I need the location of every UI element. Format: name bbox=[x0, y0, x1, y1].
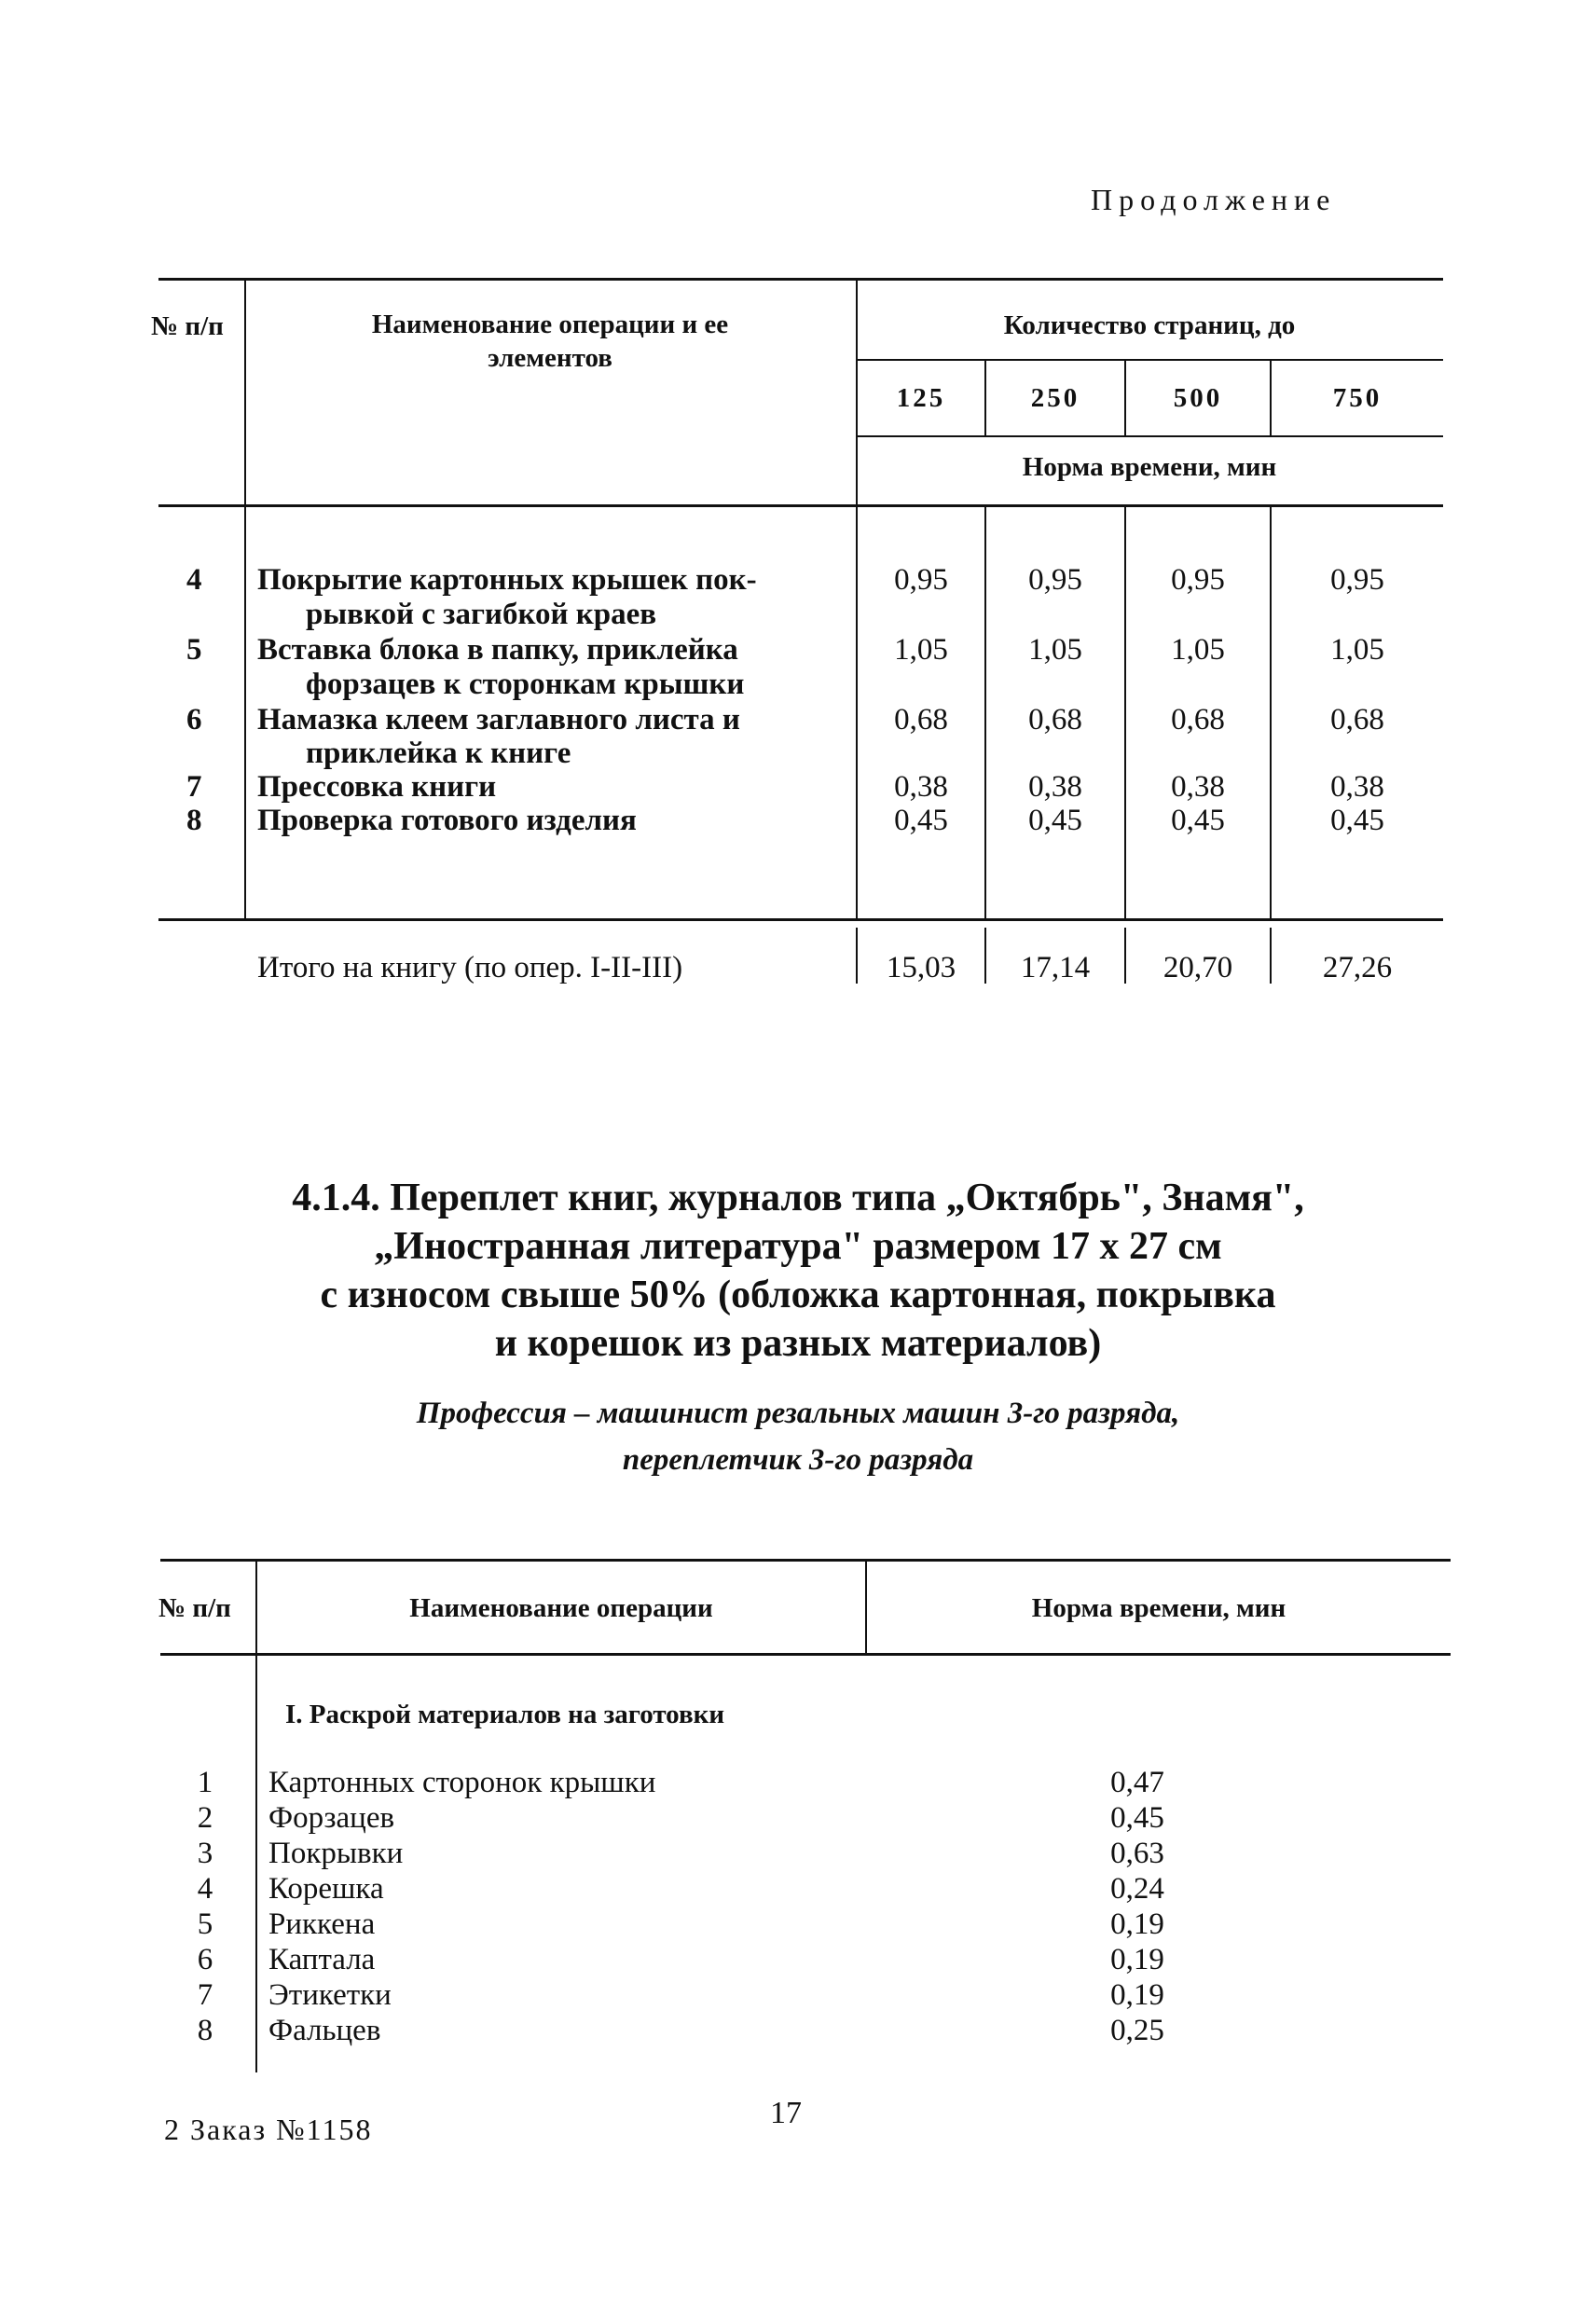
title-line-1: 4.1.4. Переплет книг, журналов типа „Октябрь", Знамя", bbox=[292, 1177, 1304, 1219]
row-num: 7 bbox=[186, 770, 202, 804]
row-value-125: 0,68 bbox=[894, 703, 948, 737]
row-num: 5 bbox=[197, 1907, 213, 1941]
row-name: Картонных сторонок крышки bbox=[268, 1766, 656, 1799]
row-value-250: 0,45 bbox=[1028, 804, 1082, 837]
row-value-125: 0,95 bbox=[894, 563, 948, 597]
row-value-500: 0,68 bbox=[1171, 703, 1225, 737]
row-value: 0,63 bbox=[1110, 1837, 1164, 1870]
row-num: 6 bbox=[197, 1943, 213, 1976]
row-name: Покрывки bbox=[268, 1837, 404, 1870]
row-value-750: 0,68 bbox=[1330, 703, 1384, 737]
t1-header-pages: Количество страниц, до bbox=[1003, 310, 1296, 340]
title-line-3: с износом свыше 50% (обложка картонная, покрывка bbox=[320, 1274, 1276, 1316]
total-label: Итого на книгу (по опер. I-II-III) bbox=[257, 951, 683, 984]
row-value: 0,25 bbox=[1110, 2014, 1164, 2047]
total-value-500: 20,70 bbox=[1163, 951, 1233, 984]
row-value: 0,19 bbox=[1110, 1978, 1164, 2012]
t1-header-num: № п/п bbox=[151, 311, 224, 341]
total-value-125: 15,03 bbox=[886, 951, 956, 984]
profession-line-2: переплетчик 3-го разряда bbox=[622, 1443, 974, 1477]
row-value-250: 1,05 bbox=[1028, 633, 1082, 667]
row-name: Риккена bbox=[268, 1907, 376, 1941]
row-num: 1 bbox=[197, 1766, 213, 1799]
row-value-500: 0,38 bbox=[1171, 770, 1225, 804]
row-num: 4 bbox=[197, 1872, 213, 1906]
row-name: Корешка bbox=[268, 1872, 384, 1906]
row-num: 7 bbox=[197, 1978, 213, 2012]
t2-header-num: № п/п bbox=[158, 1593, 231, 1623]
t1-header-name: Наименование операции и ее элементов bbox=[371, 310, 729, 373]
row-value-500: 1,05 bbox=[1171, 633, 1225, 667]
row-num: 5 bbox=[186, 633, 202, 667]
row-name-line2: рывкой с загибкой краев bbox=[306, 598, 657, 631]
row-value: 0,47 bbox=[1110, 1766, 1164, 1799]
t2-group-heading: I. Раскрой материалов на заготовки bbox=[285, 1700, 725, 1729]
row-value: 0,24 bbox=[1110, 1872, 1164, 1906]
t1-header-norm: Норма времени, мин bbox=[1022, 452, 1277, 482]
t1-header-col-250: 250 bbox=[1030, 383, 1080, 413]
profession-line-1: Профессия – машинист резальных машин 3-го разряда, bbox=[416, 1397, 1180, 1430]
row-num: 4 bbox=[186, 563, 202, 597]
total-value-250: 17,14 bbox=[1020, 951, 1091, 984]
row-value-750: 1,05 bbox=[1330, 633, 1384, 667]
row-name-line1: Намазка клеем заглавного листа и bbox=[257, 703, 740, 737]
row-num: 8 bbox=[186, 804, 202, 837]
row-value-125: 0,45 bbox=[894, 804, 948, 837]
row-num: 8 bbox=[197, 2014, 213, 2047]
row-name-line1: Вставка блока в папку, приклейка bbox=[257, 633, 738, 667]
row-value-250: 0,38 bbox=[1028, 770, 1082, 804]
row-num: 3 bbox=[197, 1837, 213, 1870]
row-name: Фальцев bbox=[268, 2014, 381, 2047]
row-value-750: 0,38 bbox=[1330, 770, 1384, 804]
row-name-line1: Прессовка книги bbox=[257, 770, 497, 804]
row-value-750: 0,45 bbox=[1330, 804, 1384, 837]
row-name-line2: приклейка к книге bbox=[306, 737, 571, 770]
row-value-500: 0,45 bbox=[1171, 804, 1225, 837]
row-num: 6 bbox=[186, 703, 202, 737]
row-value: 0,19 bbox=[1110, 1907, 1164, 1941]
row-name-line1: Проверка готового изделия bbox=[257, 804, 637, 837]
row-value: 0,19 bbox=[1110, 1943, 1164, 1976]
total-value-750: 27,26 bbox=[1322, 951, 1393, 984]
t1-header-col-500: 500 bbox=[1173, 383, 1223, 413]
row-name: Каптала bbox=[268, 1943, 376, 1976]
page-number: 17 bbox=[770, 2096, 802, 2130]
row-value: 0,45 bbox=[1110, 1801, 1164, 1835]
row-value-125: 1,05 bbox=[894, 633, 948, 667]
row-name-line1: Покрытие картонных крышек пок- bbox=[257, 563, 757, 597]
row-value-750: 0,95 bbox=[1330, 563, 1384, 597]
row-name-line2: форзацев к сторонкам крышки bbox=[306, 668, 745, 701]
order-number: 2 Заказ №1158 bbox=[164, 2113, 373, 2146]
row-name: Этикетки bbox=[268, 1978, 392, 2012]
row-num: 2 bbox=[197, 1801, 213, 1835]
row-value-500: 0,95 bbox=[1171, 563, 1225, 597]
t2-header-norm: Норма времени, мин bbox=[1031, 1593, 1286, 1623]
row-value-125: 0,38 bbox=[894, 770, 948, 804]
title-line-4: и корешок из разных материалов) bbox=[494, 1322, 1102, 1365]
t1-header-col-750: 750 bbox=[1332, 383, 1383, 413]
row-value-250: 0,68 bbox=[1028, 703, 1082, 737]
row-value-250: 0,95 bbox=[1028, 563, 1082, 597]
title-line-2: „Иностранная литература" размером 17 х 27 см bbox=[374, 1225, 1222, 1268]
t2-header-name: Наименование операции bbox=[409, 1593, 713, 1623]
t1-header-col-125: 125 bbox=[896, 383, 946, 413]
continuation-label: Продолжение bbox=[1091, 183, 1337, 216]
row-name: Форзацев bbox=[268, 1801, 395, 1835]
